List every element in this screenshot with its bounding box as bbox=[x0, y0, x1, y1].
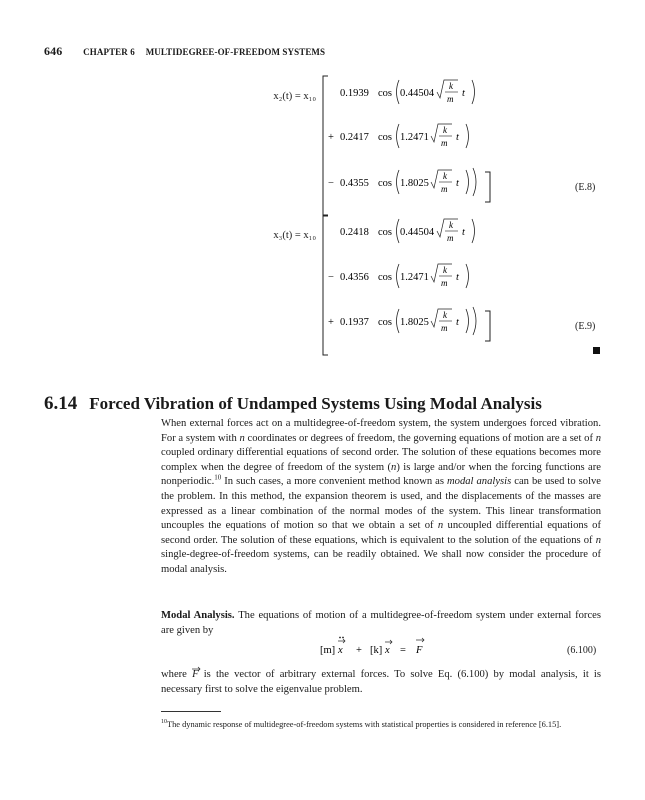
t: t bbox=[456, 272, 459, 283]
freq: 1.2471 bbox=[400, 132, 429, 143]
sign: + bbox=[328, 317, 334, 328]
paragraph-where: where F is the vector of arbitrary external forces. To solve Eq. (6.100) by modal analysis, it is necessary first to solve the eigenvalue problem. bbox=[161, 669, 601, 695]
footnote-rule bbox=[161, 711, 221, 712]
plus: + bbox=[356, 645, 362, 656]
sign: + bbox=[328, 132, 334, 143]
svg-text:F: F bbox=[416, 645, 423, 656]
mass-matrix: [m] bbox=[320, 645, 336, 656]
section-number: 6.14 bbox=[44, 393, 78, 414]
freq: 1.8025 bbox=[400, 317, 429, 328]
eq-e9-term1 bbox=[340, 219, 475, 243]
cos: cos bbox=[378, 317, 392, 328]
footnote-ref: 10 bbox=[214, 473, 222, 482]
m: m bbox=[441, 138, 448, 148]
eq-e9-body bbox=[318, 211, 518, 361]
k: k bbox=[443, 265, 447, 275]
sign: − bbox=[328, 272, 334, 283]
end-of-example-mark bbox=[593, 347, 600, 354]
freq: 1.2471 bbox=[400, 272, 429, 283]
page-number: 646 bbox=[44, 44, 63, 58]
eq-6100-number: (6.100) bbox=[567, 645, 597, 656]
eq-e9-number: (E.9) bbox=[575, 321, 596, 332]
eq-e8-term2 bbox=[328, 124, 469, 148]
k: k bbox=[443, 125, 447, 135]
coef: 0.1939 bbox=[340, 88, 369, 99]
m: m bbox=[447, 94, 454, 104]
eq-e8-number: (E.8) bbox=[575, 182, 596, 193]
footnote: $^{10}$The dynamic response of multidegree-of-freedom systems with statistical properties is considered in reference [6.15]. bbox=[161, 719, 562, 729]
t: t bbox=[462, 88, 465, 99]
cos: cos bbox=[378, 227, 392, 238]
freq: 0.44504 bbox=[400, 88, 435, 99]
paragraph-intro: When external forces act on a multidegree-of-freedom system, the system undergoes forced vibration. For a system with n coordinates or degrees of freedom, the governing equations of motion are a set of n coupled ordinary differential equations of second order. The solution of these equations becomes more complex when the degree of freedom of the system (n) is large and/or when the forcing functions are nonperiodic.$^{10}$ In such cases, a more convenient method known as modal analysis can be used to solve the problem. In this method, the expansion theorem is used, and the displacements of the masses are expressed as a linear combination of the normal modes of the system. This linear transformation uncouples the equations of motion so that we obtain a set of n uncoupled differential equations of second order. The solution of these equations, which is equivalent to the solution of the equations of n single-degree-of-freedom systems, can be readily obtained. We shall now consider the procedure of modal analysis. bbox=[161, 418, 602, 575]
freq: 1.8025 bbox=[400, 178, 429, 189]
eq-e8-body bbox=[318, 72, 518, 222]
m: m bbox=[441, 323, 448, 333]
k: k bbox=[449, 81, 453, 91]
eq-6100 bbox=[320, 634, 500, 658]
sign: − bbox=[328, 178, 334, 189]
freq: 0.44504 bbox=[400, 227, 435, 238]
chapter-title: MULTIDEGREE-OF-FREEDOM SYSTEMS bbox=[145, 47, 326, 57]
coef: 0.1937 bbox=[340, 317, 369, 328]
eq-e9-term3 bbox=[328, 307, 476, 335]
t: t bbox=[462, 227, 465, 238]
m: m bbox=[447, 233, 454, 243]
run-in-heading: Modal Analysis. bbox=[161, 610, 235, 621]
k: k bbox=[449, 220, 453, 230]
eq-e8-term3 bbox=[328, 168, 476, 196]
t: t bbox=[456, 178, 459, 189]
k: k bbox=[443, 171, 447, 181]
modal-analysis-term: modal analysis bbox=[447, 476, 512, 488]
cos: cos bbox=[378, 272, 392, 283]
stiffness-matrix: [k] bbox=[370, 645, 383, 656]
t: t bbox=[456, 132, 459, 143]
section-heading bbox=[44, 393, 542, 415]
paragraph-modal-analysis: Modal Analysis. The equations of motion of a multidegree-of-freedom system under external forces are given by bbox=[161, 610, 601, 636]
coef: 0.2417 bbox=[340, 132, 369, 143]
cos: cos bbox=[378, 178, 392, 189]
coef: 0.2418 bbox=[340, 227, 369, 238]
eq-e9-term2 bbox=[328, 264, 469, 288]
chapter-label: CHAPTER 6 bbox=[83, 47, 135, 57]
coef: 0.4356 bbox=[340, 272, 369, 283]
m: m bbox=[441, 278, 448, 288]
eq-e8-term1 bbox=[340, 80, 475, 104]
svg-text:x: x bbox=[385, 645, 390, 656]
m: m bbox=[441, 184, 448, 194]
cos: cos bbox=[378, 88, 392, 99]
equals: = bbox=[400, 645, 406, 656]
running-header bbox=[44, 44, 325, 59]
k: k bbox=[443, 310, 447, 320]
eq-e9-lhs: x₃(t) = x₁₀ bbox=[273, 230, 316, 241]
t: t bbox=[456, 317, 459, 328]
section-title: Forced Vibration of Undamped Systems Using Modal Analysis bbox=[89, 394, 542, 413]
cos: cos bbox=[378, 132, 392, 143]
coef: 0.4355 bbox=[340, 178, 369, 189]
eq-e8-lhs: x₂(t) = x₁₀ bbox=[273, 91, 316, 102]
svg-text:x: x bbox=[338, 645, 343, 656]
